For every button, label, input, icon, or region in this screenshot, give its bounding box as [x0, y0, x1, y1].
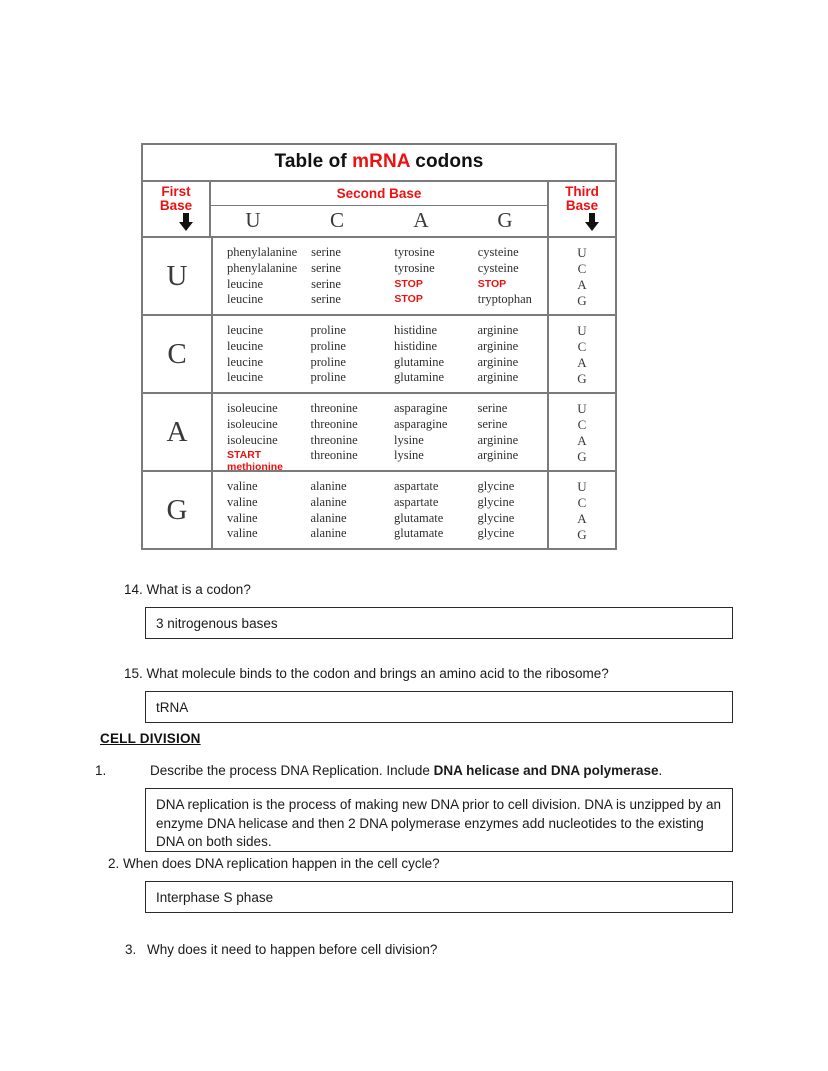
question-14-text: 14. What is a codon?	[124, 582, 251, 597]
codon-table-header-row	[143, 182, 615, 238]
amino-acid-column-g	[464, 323, 548, 392]
amino-acid: glutamate	[394, 526, 444, 541]
amino-acid: isoleucine	[227, 432, 278, 447]
amino-acid: lysine	[394, 448, 424, 463]
amino-acid: asparagine	[394, 401, 448, 415]
amino-acid: arginine	[477, 323, 519, 337]
question-1-number: 1.	[95, 763, 107, 778]
third-base-letter: G	[577, 526, 587, 542]
row-third-bases	[547, 316, 615, 392]
row-amino-acids	[213, 316, 547, 392]
amino-acid: asparagine	[394, 416, 448, 431]
amino-acid: proline	[310, 370, 346, 385]
third-base-label-line2: Base	[565, 198, 599, 213]
amino-acid: glutamine	[394, 370, 444, 385]
amino-acid: isoleucine	[227, 416, 278, 431]
second-base-letter: A	[413, 208, 429, 232]
third-base-letter: A	[577, 511, 587, 526]
row-third-bases	[547, 394, 615, 470]
amino-acid-column-a	[380, 401, 464, 470]
amino-acid: valine	[227, 526, 258, 541]
amino-acid-column-c	[297, 479, 381, 548]
question-14-answer[interactable]: 3 nitrogenous bases	[145, 607, 733, 639]
codon-row-u	[143, 238, 615, 316]
amino-acid: valine	[227, 494, 258, 509]
amino-acid: proline	[310, 338, 346, 353]
row-amino-acids	[213, 238, 547, 314]
amino-acid: proline	[310, 323, 346, 337]
third-base-letter: U	[577, 479, 587, 495]
question-2-text: 2. When does DNA replication happen in the cell cycle?	[108, 856, 440, 871]
second-base-header	[211, 182, 547, 236]
amino-acid-column-u	[213, 245, 297, 314]
amino-acid: glycine	[477, 494, 515, 509]
row-first-base: C	[143, 316, 213, 392]
amino-acid: alanine	[310, 510, 347, 525]
amino-acid-column-c	[297, 245, 380, 314]
start-codon	[227, 448, 297, 473]
row-third-bases	[547, 238, 615, 314]
amino-acid-column-g	[464, 401, 548, 470]
amino-acid: valine	[227, 479, 258, 493]
amino-acid-column-c	[297, 323, 381, 392]
question-3-text-body: Why does it need to happen before cell division?	[147, 942, 438, 957]
amino-acid: histidine	[394, 338, 438, 353]
amino-acid: tyrosine	[394, 245, 435, 259]
amino-acid: tryptophan	[477, 292, 532, 307]
amino-acid: leucine	[227, 276, 264, 291]
third-base-letter: U	[577, 323, 587, 339]
third-base-letter: C	[577, 261, 587, 277]
question-1-answer[interactable]: DNA replication is the process of making new DNA prior to cell division. DNA is unzipped by an enzyme DNA helicase and then 2 DNA polymerase enzymes add nucleotides to the existing DNA on both sides.	[145, 788, 733, 852]
codon-table	[141, 143, 617, 550]
stop-codon: STOP	[477, 277, 507, 290]
amino-acid: glycine	[477, 510, 515, 525]
third-base-letter: C	[577, 339, 587, 355]
amino-acid: arginine	[477, 338, 519, 353]
third-base-letter: A	[577, 277, 587, 292]
first-base-label-line1: First	[161, 184, 191, 199]
start-codon-line1: START	[227, 449, 262, 462]
row-amino-acids	[213, 394, 547, 473]
amino-acid: arginine	[477, 354, 519, 369]
amino-acid: serine	[311, 292, 341, 307]
amino-acid: cysteine	[477, 260, 519, 275]
amino-acid: leucine	[227, 292, 264, 307]
first-base-label-line2: Base	[159, 198, 193, 213]
amino-acid: leucine	[227, 338, 264, 353]
amino-acid: glycine	[477, 526, 515, 541]
question-1-text-pre: Describe the process DNA Replication. Include	[150, 763, 434, 778]
amino-acid: phenylalanine	[227, 260, 298, 275]
amino-acid: threonine	[310, 401, 358, 415]
amino-acid: serine	[311, 245, 341, 259]
question-3-number: 3.	[125, 942, 137, 957]
amino-acid: glycine	[477, 479, 515, 493]
third-base-letter: G	[577, 292, 587, 308]
second-base-letter: C	[329, 208, 344, 232]
third-base-letter: C	[577, 495, 587, 511]
third-base-letter: G	[577, 448, 587, 464]
third-base-header	[547, 182, 615, 236]
amino-acid: glutamate	[394, 510, 444, 525]
amino-acid: leucine	[227, 370, 264, 385]
first-base-header	[143, 182, 211, 236]
amino-acid: arginine	[477, 432, 519, 447]
amino-acid-column-g	[464, 245, 547, 314]
third-base-letter: A	[577, 355, 587, 370]
amino-acid: glutamine	[394, 354, 444, 369]
question-1-text-post: .	[658, 763, 663, 778]
title-mrna-text: mRNA	[352, 151, 410, 172]
second-base-letters	[211, 206, 547, 236]
amino-acid: isoleucine	[227, 401, 278, 415]
amino-acid: lysine	[394, 432, 424, 447]
codon-row-g	[143, 472, 615, 548]
start-codon-line2: methionine	[227, 460, 284, 473]
amino-acid: phenylalanine	[227, 245, 298, 259]
third-base-letter: G	[577, 370, 587, 386]
amino-acid: leucine	[227, 354, 264, 369]
row-amino-acids	[213, 472, 547, 548]
amino-acid: arginine	[477, 448, 519, 463]
amino-acid: alanine	[310, 526, 347, 541]
second-base-label: Second Base	[211, 182, 547, 206]
amino-acid: threonine	[310, 416, 358, 431]
amino-acid-column-u	[213, 401, 297, 473]
section-title-cell-division: CELL DIVISION	[100, 731, 201, 746]
third-base-letter: A	[577, 433, 587, 448]
amino-acid: alanine	[310, 479, 347, 493]
amino-acid: alanine	[310, 494, 347, 509]
title-pre-text: Table of	[274, 151, 353, 172]
amino-acid: threonine	[310, 432, 358, 447]
amino-acid-column-a	[380, 479, 464, 548]
amino-acid-column-u	[213, 323, 297, 392]
amino-acid: serine	[311, 276, 341, 291]
third-base-label-line1: Third	[565, 184, 599, 199]
amino-acid-column-c	[297, 401, 381, 470]
title-post-text: codons	[409, 151, 484, 172]
row-first-base: G	[143, 472, 213, 548]
stop-codon: STOP	[394, 277, 423, 290]
codon-row-a	[143, 394, 615, 472]
amino-acid-column-g	[464, 479, 548, 548]
codon-table-title	[143, 145, 615, 182]
amino-acid: cysteine	[477, 245, 519, 259]
amino-acid: aspartate	[394, 479, 439, 493]
question-15-text: 15. What molecule binds to the codon and brings an amino acid to the ribosome?	[124, 666, 609, 681]
first-base-label	[143, 185, 209, 213]
second-base-letter: G	[497, 208, 513, 232]
question-1-text	[95, 762, 662, 779]
amino-acid: leucine	[227, 323, 264, 337]
third-base-letter: U	[577, 245, 587, 261]
row-third-bases	[547, 472, 615, 548]
amino-acid-column-a	[380, 323, 464, 392]
third-base-label	[549, 185, 615, 213]
amino-acid: valine	[227, 510, 258, 525]
amino-acid: arginine	[477, 370, 519, 385]
amino-acid: serine	[477, 401, 508, 415]
question-1-text-bold: DNA helicase and DNA polymerase	[433, 763, 659, 778]
amino-acid: threonine	[310, 448, 358, 463]
question-2-answer[interactable]: Interphase S phase	[145, 881, 733, 913]
stop-codon: STOP	[394, 293, 423, 306]
question-15-answer[interactable]: tRNA	[145, 691, 733, 723]
amino-acid-column-u	[213, 479, 297, 548]
amino-acid: proline	[310, 354, 346, 369]
question-3-text	[125, 941, 437, 958]
row-first-base: U	[143, 238, 213, 314]
amino-acid: histidine	[394, 323, 438, 337]
third-base-letter: C	[577, 417, 587, 433]
amino-acid-column-a	[380, 245, 463, 314]
row-first-base: A	[143, 394, 213, 470]
amino-acid: tyrosine	[394, 260, 435, 275]
codon-row-c	[143, 316, 615, 394]
second-base-letter: U	[245, 208, 261, 232]
amino-acid: aspartate	[394, 494, 439, 509]
amino-acid: serine	[311, 260, 341, 275]
third-base-letter: U	[577, 401, 587, 417]
amino-acid: serine	[477, 416, 508, 431]
